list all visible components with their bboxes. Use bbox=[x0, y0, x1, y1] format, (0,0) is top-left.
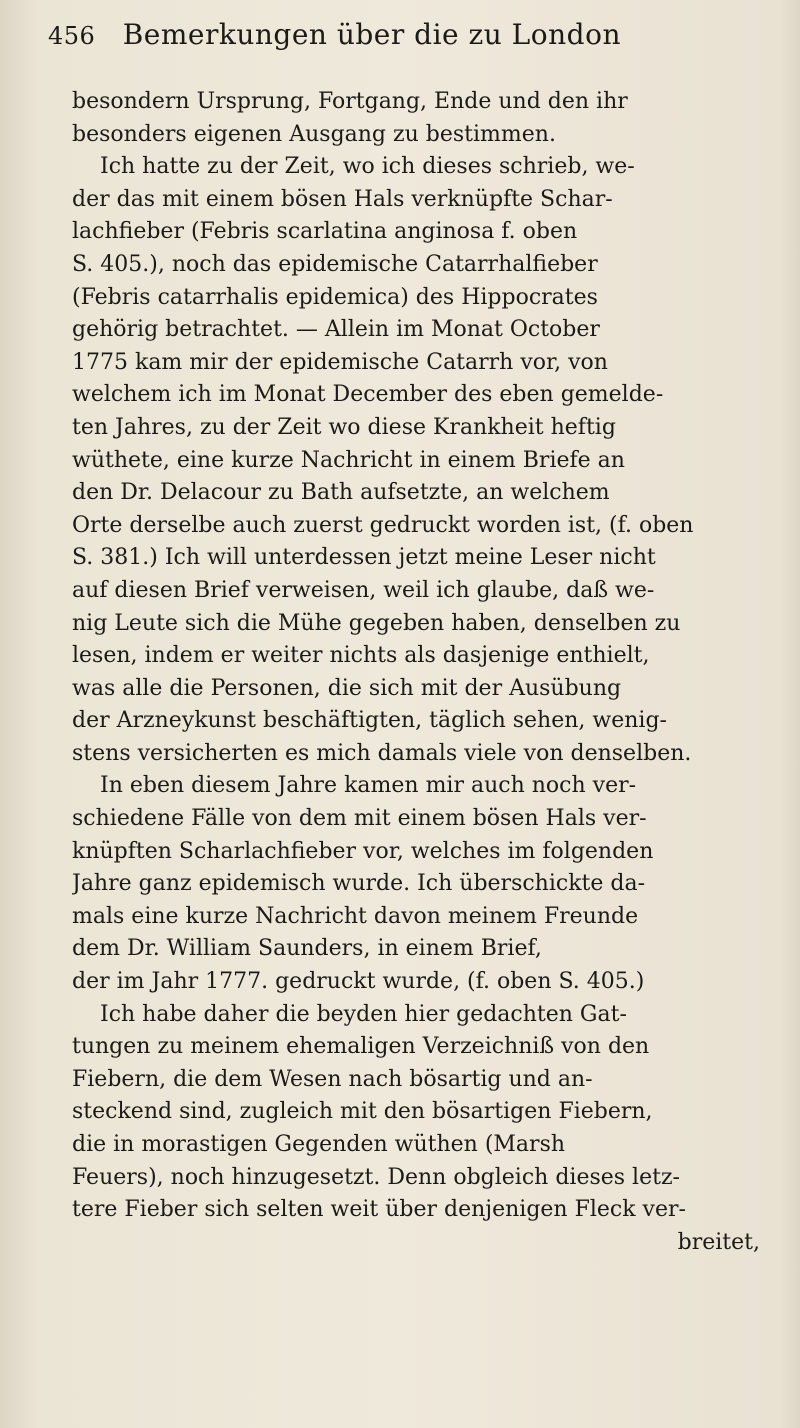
text-line: Orte derselbe auch zuerst gedruckt worden ist, (f. oben bbox=[72, 512, 694, 538]
text-line: dem Dr. William Saunders, in einem Brief, bbox=[72, 936, 542, 962]
text-line: was alle die Personen, die sich mit der Ausübung bbox=[72, 675, 622, 701]
text-line: wüthete, eine kurze Nachricht in einem Briefe an bbox=[72, 447, 625, 473]
text-line: besonders eigenen Ausgang zu bestimmen. bbox=[72, 121, 556, 147]
text-line: breitet, bbox=[677, 1229, 760, 1255]
text-line: S. 405.), noch das epidemische Catarrhalfieber bbox=[72, 251, 598, 277]
text-line: auf diesen Brief verweisen, weil ich glaube, daß we- bbox=[72, 577, 655, 603]
text-line: ten Jahres, zu der Zeit wo diese Krankheit heftig bbox=[72, 414, 616, 440]
text-line: stens versicherten es mich damals viele von denselben. bbox=[72, 740, 692, 766]
text-line: mals eine kurze Nachricht davon meinem Freunde bbox=[72, 903, 639, 929]
text-line: schiedene Fälle von dem mit einem bösen Hals ver- bbox=[72, 806, 647, 832]
text-line: lachfieber (Febris scarlatina anginosa f. oben bbox=[72, 219, 578, 245]
text-line: Jahre ganz epidemisch wurde. Ich überschickte da- bbox=[72, 871, 646, 897]
text-line: Ich habe daher die beyden hier gedachten Gat- bbox=[100, 1001, 627, 1027]
text-line: der Arzneykunst beschäftigten, täglich sehen, wenig- bbox=[72, 708, 667, 734]
text-line: 1775 kam mir der epidemische Catarrh vor, von bbox=[72, 349, 608, 375]
text-line: (Febris catarrhalis epidemica) des Hippocrates bbox=[72, 284, 598, 310]
text-line: tungen zu meinem ehemaligen Verzeichniß von den bbox=[72, 1034, 650, 1060]
text-line: die in morastigen Gegenden wüthen (Marsh bbox=[72, 1132, 566, 1157]
text-line: gehörig betrachtet. — Allein im Monat October bbox=[72, 317, 600, 343]
text-line: Fiebern, die dem Wesen nach bösartig und an- bbox=[72, 1066, 593, 1092]
text-line: Feuers), noch hinzugesetzt. Denn obgleich dieses letz- bbox=[72, 1164, 680, 1190]
text-line: S. 381.) Ich will unterdessen jetzt meine Leser nicht bbox=[72, 545, 656, 571]
text-line: der das mit einem bösen Hals verknüpfte Schar- bbox=[72, 186, 613, 212]
text-line: der im Jahr 1777. gedruckt wurde, (f. oben S. 405.) bbox=[72, 969, 645, 995]
text-line: besondern Ursprung, Fortgang, Ende und den ihr bbox=[72, 89, 628, 114]
text-line: Ich hatte zu der Zeit, wo ich dieses schrieb, we- bbox=[100, 154, 635, 180]
text-line: welchem ich im Monat December des eben gemelde- bbox=[72, 382, 664, 408]
text-line: lesen, indem er weiter nichts als dasjenige enthielt, bbox=[72, 643, 650, 669]
page-number: 456 bbox=[48, 22, 96, 50]
text-line: In eben diesem Jahre kamen mir auch noch ver- bbox=[100, 773, 637, 799]
text-line: nig Leute sich die Mühe gegeben haben, denselben zu bbox=[72, 610, 681, 636]
text-line: den Dr. Delacour zu Bath aufsetzte, an welchem bbox=[72, 480, 610, 506]
text-line: steckend sind, zugleich mit den bösartigen Fiebern, bbox=[72, 1099, 653, 1125]
text-line: tere Fieber sich selten weit über denjenigen Fleck ver- bbox=[72, 1197, 686, 1223]
page-header bbox=[48, 18, 748, 64]
body-text bbox=[72, 86, 772, 1259]
running-title: Bemerkungen über die zu London bbox=[122, 18, 621, 51]
text-line: knüpften Scharlachfieber vor, welches im folgenden bbox=[72, 838, 654, 864]
